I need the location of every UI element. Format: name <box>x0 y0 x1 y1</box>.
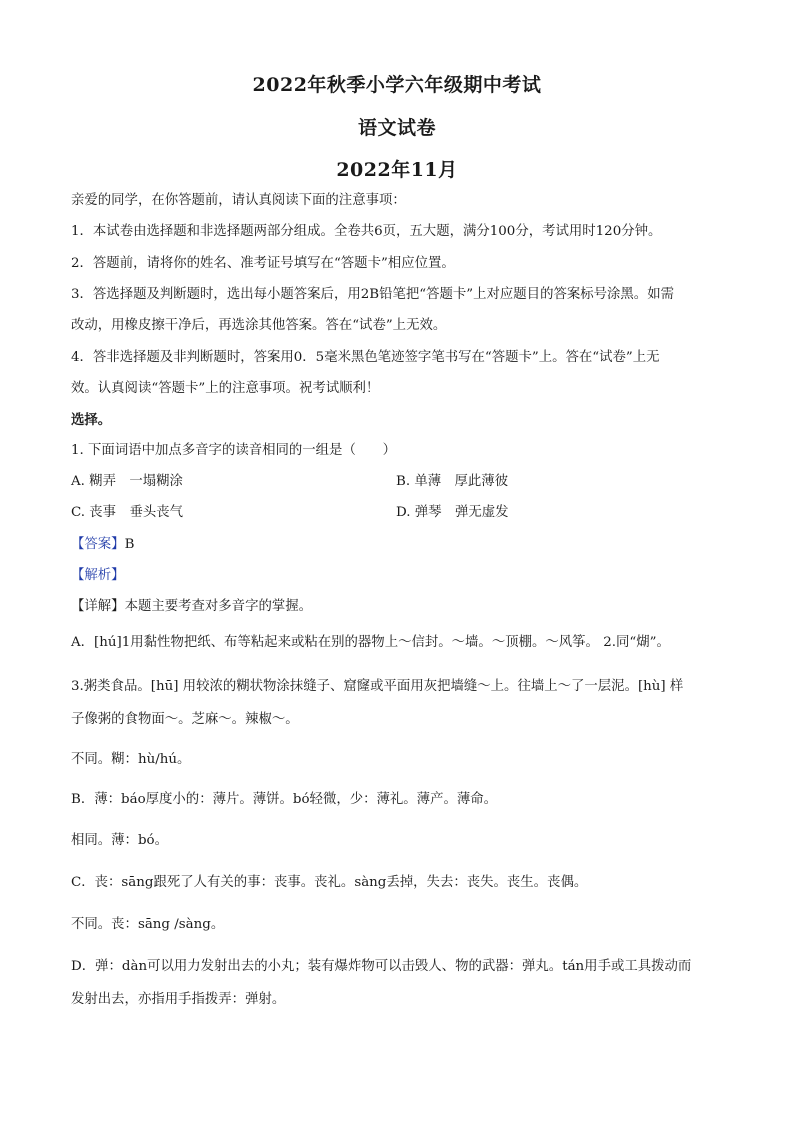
question-stem: 1. 下面词语中加点多音字的读音相同的一组是（ ） <box>71 443 397 458</box>
detail-row <box>71 597 731 617</box>
option-b: B. 单薄 厚此薄彼 <box>396 474 509 489</box>
answer-value: B <box>124 537 135 552</box>
option-c: C. 丧事 垂头丧气 <box>71 505 184 520</box>
explanation-line-10: 发射出去，亦指用手指拨弄：弹射。 <box>71 992 286 1007</box>
notice-item-3: 3．答选择题及判断题时，选出每小题答案后，用2B铅笔把“答题卡”上对应题目的答案标号涂黑。如需 <box>71 287 674 302</box>
notice-intro: 亲爱的同学，在你答题前，请认真阅读下面的注意事项： <box>71 193 406 208</box>
explanation-line-9: D．弹：dàn可以用力发射出去的小丸；装有爆炸物可以击毁人、物的武器：弹丸。tán用手或工具拨动而 <box>71 959 692 974</box>
notice-item-1: 1．本试卷由选择题和非选择题两部分组成。全卷共6页，五大题，满分100分，考试用时120分钟。 <box>71 224 662 239</box>
explanation-line-8: 不同。丧：sāng /sàng。 <box>71 917 225 932</box>
detail-intro: 本题主要考查对多音字的掌握。 <box>124 599 313 614</box>
exam-date: 2022年11月 <box>336 159 458 181</box>
explanation-line-7: C．丧：sāng跟死了人有关的事：丧事。丧礼。sàng丢掉，失去：丧失。丧生。丧偶。 <box>71 875 588 890</box>
notice-item-4-cont: 效。认真阅读“答题卡”上的注意事项。祝考试顺利！ <box>71 381 380 396</box>
notice-item-4: 4．答非选择题及非判断题时，答案用0．5毫米黑色笔迹签字笔书写在“答题卡”上。答在“试卷”上无 <box>71 350 660 365</box>
answer-row <box>71 535 731 555</box>
notice-item-2: 2．答题前，请将你的姓名、准考证号填写在“答题卡”相应位置。 <box>71 256 455 271</box>
explanation-line-3: 子像粥的食物面～。芝麻～。辣椒～。 <box>71 712 299 727</box>
detail-tag: 【详解】 <box>71 599 125 614</box>
analysis-tag: 【解析】 <box>71 568 125 583</box>
explanation-line-6: 相同。薄：bó。 <box>71 833 168 848</box>
explanation-line-5: B．薄：báo厚度小的：薄片。薄饼。bó轻微，少：薄礼。薄产。薄命。 <box>71 792 498 807</box>
exam-title: 2022年秋季小学六年级期中考试 <box>252 74 542 96</box>
option-d: D. 弹琴 弹无虚发 <box>396 505 509 520</box>
explanation-line-1: A．[hú]1用黏性物把纸、布等粘起来或粘在别的器物上～信封。～墙。～顶棚。～风筝。 2.同“煳”。 <box>71 635 670 650</box>
analysis-row <box>71 566 731 586</box>
section-heading: 选择。 <box>71 412 112 428</box>
notice-item-3-cont: 改动，用橡皮擦干净后，再选涂其他答案。答在“试卷”上无效。 <box>71 318 447 333</box>
explanation-line-4: 不同。糊：hù/hú。 <box>71 752 191 767</box>
explanation-line-2: 3.粥类食品。[hū] 用较浓的糊状物涂抹缝子、窟窿或平面用灰把墙缝～上。往墙上～了一层泥。[hù] 样 <box>71 679 684 694</box>
answer-tag: 【答案】 <box>71 537 125 552</box>
option-a: A. 糊弄 一塌糊涂 <box>71 474 183 489</box>
exam-subtitle: 语文试卷 <box>357 117 436 139</box>
